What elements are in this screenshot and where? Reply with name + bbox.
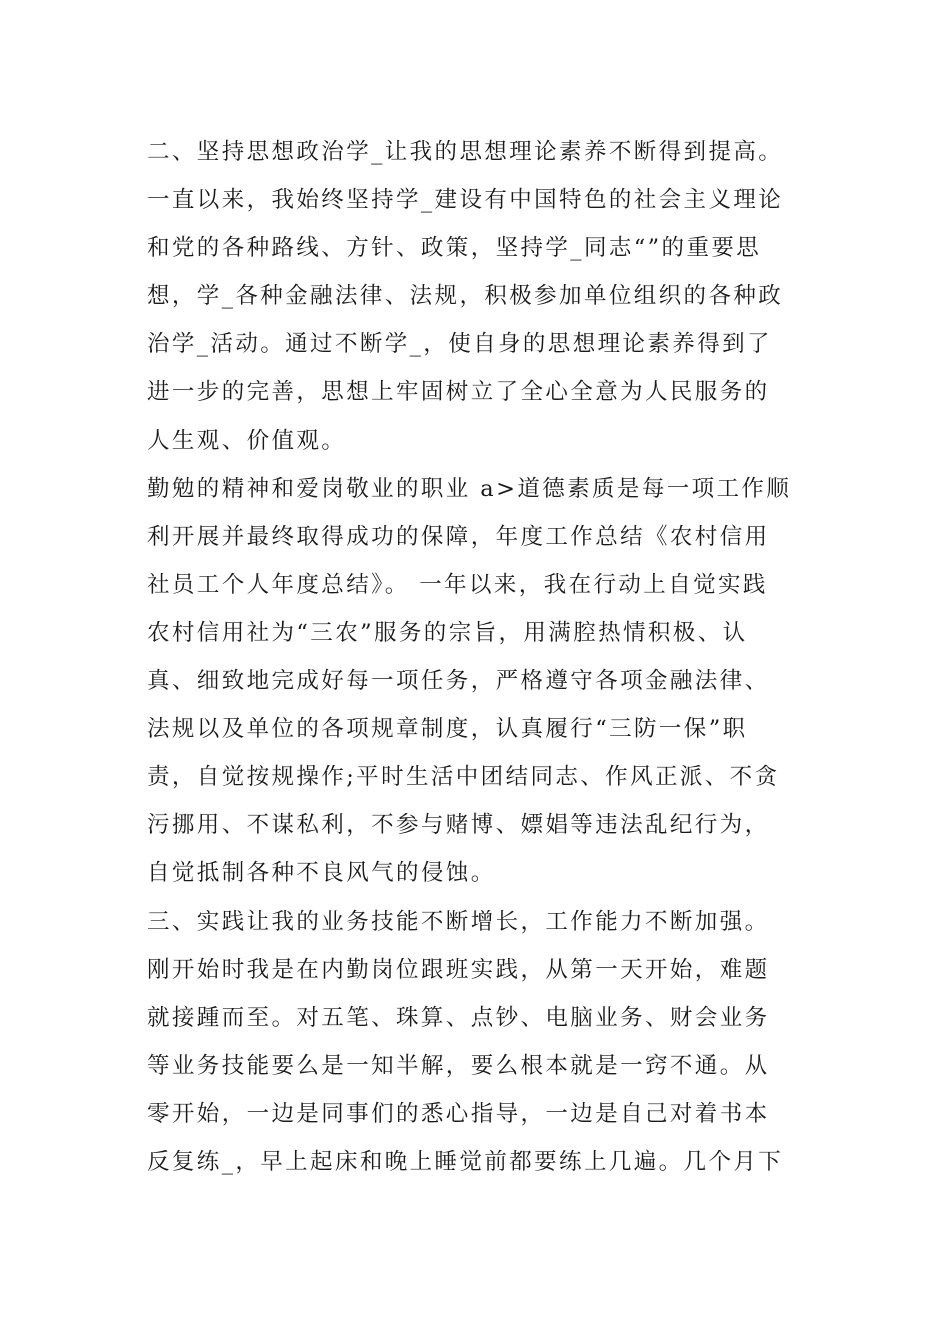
text-line: 人生观、价值观。 [147,427,347,454]
text-line: 三、实践让我的业务技能不断增长，工作能力不断加强。 [147,908,770,935]
text-line: 真、细致地完成好每一项任务，严格遵守各项金融法律、 [147,668,770,695]
text-line: 反复练_，早上起床和晚上睡觉前都要练上几遍。几个月下 [147,1148,784,1175]
text-line: 刚开始时我是在内勤岗位跟班实践，从第一天开始，难题 [147,956,770,983]
text-line: 法规以及单位的各项规章制度，认真履行“三防一保”职 [147,716,748,743]
document-body [147,128,817,1186]
text-line: 利开展并最终取得成功的保障，年度工作总结《农村信用 [147,523,770,550]
text-line: 一直以来，我始终坚持学_建设有中国特色的社会主义理论 [147,187,784,214]
text-line: 治学_活动。通过不断学_，使自身的思想理论素养得到了 [147,331,772,358]
text-line: 等业务技能要么是一知半解，要么根本就是一窍不通。从 [147,1052,770,1079]
text-line: 社员工个人年度总结》。 一年以来，我在行动上自觉实践 [147,571,768,598]
text-line: 零开始，一边是同事们的悉心指导，一边是自己对着书本 [147,1100,770,1127]
text-line: 想，学_各种金融法律、法规，积极参加单位组织的各种政 [147,283,784,310]
text-line: 责，自觉按规操作;平时生活中团结同志、作风正派、不贪 [147,764,780,791]
text-line: 自觉抵制各种不良风气的侵蚀。 [147,860,496,887]
text-line: 和党的各种路线、方针、政策，坚持学_同志“”的重要思 [147,235,762,262]
text-line: 就接踵而至。对五笔、珠算、点钞、电脑业务、财会业务 [147,1004,770,1031]
text-line: 二、坚持思想政治学_让我的思想理论素养不断得到提高。 [147,139,784,165]
text-line: 进一步的完善，思想上牢固树立了全心全意为人民服务的 [147,379,770,406]
text-line: 勤勉的精神和爱岗敬业的职业 a>道德素质是每一项工作顺 [147,475,792,502]
text-line: 污挪用、不谋私利，不参与赌博、嫖娼等违法乱纪行为， [147,812,770,839]
text-line: 农村信用社为“三农”服务的宗旨，用满腔热情积极、认 [147,619,748,646]
